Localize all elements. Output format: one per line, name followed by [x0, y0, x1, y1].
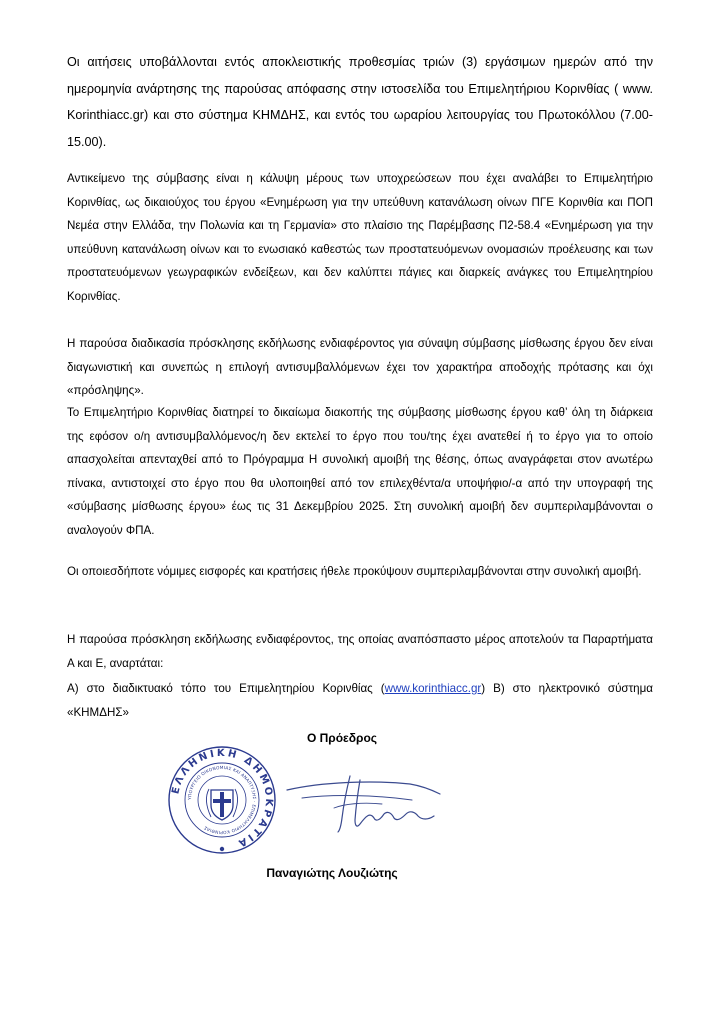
- paragraph-subject: [67, 167, 653, 309]
- publication-text-a: Α) στο διαδικτυακό τόπο του Επιμελητηρίου Κορινθίας (: [67, 682, 385, 695]
- paragraph-publication: [67, 628, 653, 675]
- paragraph-text: Η παρούσα πρόσκληση εκδήλωσης ενδιαφέροντος, της οποίας αναπόσπαστο μέρος αποτελούν τα Παραρτήματα Α και Ε, αναρτάται:: [67, 633, 653, 670]
- president-name: [0, 866, 724, 880]
- paragraph-text: Οι οποιεσδήποτε νόμιμες εισφορές και κρατήσεις ήθελε προκύψουν συμπεριλαμβάνονται στην συνολική αμοιβή.: [67, 565, 642, 578]
- seal-outer-text: ΕΛΛΗΝΙΚΗ ΔΗΜΟΚΡΑΤΙΑ: [170, 747, 275, 850]
- paragraph-text: Οι αιτήσεις υποβάλλονται εντός αποκλειστικής προθεσμίας τριών (3) εργάσιμων ημερών από την ημερομηνία ανάρτησης της παρούσας απόφασης στην ιστοσελίδα του Επιμελητήριου Κορινθίας ( www. Korinthiacc.gr) και στο σύστημα ΚΗΜΔΗΣ, και εντός του ωραρίου λειτουργίας του Πρωτοκόλλου (7.00-15.00).: [67, 55, 653, 149]
- president-title-text: Ο Πρόεδρος: [306, 731, 378, 745]
- paragraph-termination: [67, 401, 653, 543]
- official-seal: [167, 745, 277, 855]
- paragraph-procedure: [67, 332, 653, 403]
- paragraph-publication-places: [67, 677, 653, 724]
- coat-of-arms-icon: [206, 789, 237, 820]
- publication-text-b: ) Β) στο ηλεκτρονικό σύστημα «ΚΗΜΔΗΣ»: [67, 682, 653, 719]
- paragraph-deadline: [67, 49, 653, 155]
- seal-inner-text: ΥΠΟΥΡΓΕΙΟ ΟΙΚΟΝΟΜΙΑΣ ΚΑΙ ΑΝΑΠΤΥΞΗΣ · ΕΠΙΜΕΛΗΤΗΡΙΟ ΚΟΡΙΝΘΙΑΣ: [187, 765, 257, 835]
- paragraph-text: Η παρούσα διαδικασία πρόσκλησης εκδήλωσης ενδιαφέροντος για σύναψη σύμβασης μίσθωσης έργου δεν είναι διαγωνιστική και συνεπώς η επιλογή αντισυμβαλλόμενων έχει τον χαρακτήρα αποδοχής πρότασης και όχι «πρόσληψης».: [67, 337, 653, 398]
- paragraph-text: Αντικείμενο της σύμβασης είναι η κάλυψη μέρους των υποχρεώσεων που έχει αναλάβει το Επιμελητήριο Κορινθίας, ως δικαιούχος του έργου «Ενημέρωση για την υπεύθυνη κατανάλωση οίνων ΠΓΕ Κορινθία και ΠΟΠ Νεμέα στην Ελλάδα, την Πολωνία και τη Γερμανία» στο πλαίσιο της Παρέμβασης Π2-58.4 «Ενημέρωση για την υπεύθυνη κατανάλωση οίνων και το ενωσιακό καθεστώς των προστατευόμενων ονομασιών προέλευσης και των προστατευόμενων γεωγραφικών ενδείξεων, και δεν καλύπτει πάγιες και διαρκείς ανάγκες του Επιμελητηρίου Κορινθίας.: [67, 172, 653, 303]
- president-name-text: Παναγιώτης Λουζιώτης: [266, 866, 398, 880]
- korinthiacc-link[interactable]: www.korinthiacc.gr: [384, 682, 482, 695]
- paragraph-text: [67, 677, 653, 724]
- paragraph-contributions: [67, 560, 653, 584]
- president-title: [0, 731, 724, 745]
- handwritten-signature: [282, 768, 452, 838]
- paragraph-text: Το Επιμελητήριο Κορινθίας διατηρεί το δικαίωμα διακοπής της σύμβασης μίσθωσης έργου καθ’ όλη τη διάρκεια της εφόσον ο/η αντισυμβαλλόμενος/η δεν εκτελεί το έργο που του/της έχει ανατεθεί ή το έργο για το οποίο απασχολείται απενταχθεί από το Πρόγραμμα Η συνολική αμοιβή της θέσης, όπως αναγράφεται στον ανωτέρω πίνακα, αντιστοιχεί στο έργο που θα υλοποιηθεί από τον επιλεχθέντα/α υποψήφιο/-α από την υπογραφή της «σύμβασης μίσθωσης έργου» έως τις 31 Δεκεμβρίου 2025. Στη συνολική αμοιβή δεν συμπεριλαμβάνονται ο αναλογούν ΦΠΑ.: [67, 406, 653, 537]
